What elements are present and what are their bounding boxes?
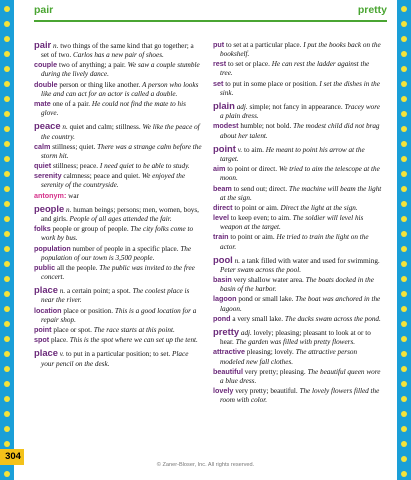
strip-dot bbox=[401, 216, 407, 222]
example-sentence: A person who looks like and can act for an actor is called a double. bbox=[41, 80, 199, 98]
definition: one of a pair. bbox=[50, 99, 92, 108]
strip-dot bbox=[4, 321, 10, 327]
antonym-word: war bbox=[66, 191, 79, 200]
headword: pretty bbox=[213, 326, 240, 338]
strip-dot bbox=[401, 336, 407, 342]
sense-line bbox=[34, 285, 202, 305]
strip-dot bbox=[401, 276, 407, 282]
strip-dot bbox=[401, 96, 407, 102]
definition: number of people in a specific place. bbox=[70, 244, 181, 253]
sense-line bbox=[34, 348, 202, 368]
example-sentence: He tried to train the light on the actor. bbox=[220, 233, 369, 251]
sense-line bbox=[34, 244, 202, 263]
strip-dot bbox=[401, 381, 407, 387]
entry-pool bbox=[213, 255, 383, 324]
synonym-word: quiet bbox=[34, 161, 52, 171]
dictionary-column-right bbox=[213, 40, 383, 409]
example-sentence: Direct the light at the sign. bbox=[280, 203, 358, 212]
synonym-word: point bbox=[34, 324, 52, 334]
sense-line bbox=[213, 255, 383, 275]
right-margin-strip bbox=[397, 0, 411, 480]
example-sentence: This is the spot where we can set up the tent. bbox=[69, 336, 198, 345]
synonym-word: set bbox=[213, 78, 224, 88]
strip-dot bbox=[4, 186, 10, 192]
definition: simple; not fancy in appearance. bbox=[247, 103, 345, 112]
headword: point bbox=[213, 142, 236, 154]
example-sentence: We tried to aim the telescope at the moon. bbox=[220, 165, 380, 183]
synonym-word: public bbox=[34, 262, 56, 272]
definition: a certain point; a spot. bbox=[65, 287, 133, 296]
definition: to point or aim. bbox=[228, 233, 277, 242]
strip-dot bbox=[4, 291, 10, 297]
strip-dot bbox=[4, 66, 10, 72]
strip-dot bbox=[401, 411, 407, 417]
sense-line bbox=[213, 121, 383, 140]
entry-pretty bbox=[213, 327, 383, 405]
strip-dot bbox=[4, 411, 10, 417]
sense-line bbox=[34, 99, 202, 118]
sense-line bbox=[34, 171, 202, 190]
strip-dot bbox=[4, 231, 10, 237]
strip-dot bbox=[401, 81, 407, 87]
example-sentence: People of all ages attended the fair. bbox=[69, 215, 172, 224]
strip-dot bbox=[4, 261, 10, 267]
sense-line bbox=[34, 142, 202, 161]
synonym-word: basin bbox=[213, 275, 232, 285]
definition: human beings; persons; men, women, boys, and girls. bbox=[41, 205, 199, 224]
sense-line bbox=[213, 275, 383, 294]
sense-line bbox=[34, 121, 202, 141]
entry-pair bbox=[34, 40, 202, 118]
strip-dot bbox=[401, 111, 407, 117]
strip-dot bbox=[401, 126, 407, 132]
example-sentence: I set the dishes in the sink. bbox=[220, 79, 380, 97]
definition: a very small lake. bbox=[230, 314, 285, 323]
example-sentence: The public was invited to the free concert. bbox=[41, 263, 195, 281]
strip-dot bbox=[401, 261, 407, 267]
antonym-line bbox=[34, 191, 202, 201]
strip-dot bbox=[4, 276, 10, 282]
sense-line bbox=[213, 144, 383, 164]
entry-continued bbox=[213, 40, 383, 98]
guide-word-left: pair bbox=[34, 4, 54, 16]
sense-line bbox=[34, 204, 202, 224]
example-sentence: The boat was anchored in the lagoon. bbox=[220, 295, 381, 313]
definition: very pretty; beautiful. bbox=[233, 387, 300, 396]
strip-dot bbox=[401, 6, 407, 12]
example-sentence: Tracey wore a plain dress. bbox=[220, 103, 380, 121]
sense-line bbox=[34, 161, 202, 171]
synonym-word: put bbox=[213, 40, 225, 49]
sense-line bbox=[213, 232, 383, 251]
sense-line bbox=[213, 294, 383, 313]
synonym-word: aim bbox=[213, 164, 226, 174]
headword: pair bbox=[34, 39, 52, 50]
strip-dot bbox=[4, 381, 10, 387]
definition: very shallow water area. bbox=[231, 276, 306, 285]
strip-dot bbox=[401, 321, 407, 327]
dictionary-column-left bbox=[34, 40, 202, 372]
strip-dot bbox=[401, 246, 407, 252]
sense-line bbox=[34, 263, 202, 282]
strip-dot bbox=[4, 336, 10, 342]
example-sentence: We enjoyed the serenity of the countryside. bbox=[41, 172, 186, 190]
example-sentence: He could not find the mate to his glove. bbox=[41, 99, 186, 118]
example-sentence: The modest child did not brag about her talent. bbox=[220, 122, 380, 140]
synonym-word: lagoon bbox=[213, 294, 237, 304]
definition: two things of the same kind that go together; a set of two. bbox=[41, 42, 194, 60]
entry-peace bbox=[34, 121, 202, 200]
strip-dot bbox=[401, 291, 407, 297]
example-sentence: I need quiet to be able to study. bbox=[99, 162, 190, 171]
strip-dot bbox=[4, 396, 10, 402]
strip-dot bbox=[4, 366, 10, 372]
sense-line bbox=[34, 335, 202, 345]
sense-line bbox=[213, 59, 383, 78]
definition: to set or place. bbox=[226, 60, 272, 69]
definition: stillness; peace. bbox=[51, 162, 100, 171]
synonym-word: beautiful bbox=[213, 366, 243, 376]
example-sentence: The beautiful queen wore a blue dress. bbox=[220, 367, 381, 385]
definition: lovely; pleasing; pleasant to look at or to hear. bbox=[220, 329, 371, 347]
example-sentence: I put the books back on the bookshelf. bbox=[220, 41, 381, 59]
synonym-word: couple bbox=[34, 60, 58, 70]
synonym-word: spot bbox=[34, 335, 50, 345]
strip-dot bbox=[401, 36, 407, 42]
entry-plain bbox=[213, 101, 383, 141]
definition: calmness; peace and quiet. bbox=[61, 172, 142, 181]
synonym-word: train bbox=[213, 232, 229, 242]
definition: people or group of people. bbox=[50, 225, 131, 234]
sense-line bbox=[34, 325, 202, 335]
strip-dot bbox=[4, 171, 10, 177]
headword: place bbox=[34, 347, 58, 359]
definition: to keep even; to aim. bbox=[229, 214, 293, 223]
definition: very pretty; pleasing. bbox=[242, 367, 308, 376]
example-sentence: The population of our town is 3,500 people. bbox=[41, 244, 192, 262]
definition: pond or small lake. bbox=[236, 295, 296, 304]
sense-line bbox=[213, 367, 383, 386]
strip-dot bbox=[401, 156, 407, 162]
strip-dot bbox=[401, 201, 407, 207]
strip-dot bbox=[401, 396, 407, 402]
definition: to put in a particular position; to set. bbox=[64, 350, 173, 359]
definition: all the people. bbox=[55, 263, 100, 272]
synonym-word: calm bbox=[34, 141, 51, 151]
strip-dot bbox=[4, 471, 10, 477]
headword: people bbox=[34, 202, 65, 214]
part-of-speech: n. bbox=[53, 42, 59, 50]
example-sentence: The ducks swam across the pond. bbox=[284, 314, 381, 323]
strip-dot bbox=[4, 201, 10, 207]
part-of-speech: adj. bbox=[240, 329, 252, 338]
definition: person or thing like another. bbox=[57, 80, 142, 89]
headword: place bbox=[34, 284, 58, 296]
strip-dot bbox=[4, 156, 10, 162]
example-sentence: The boats docked in the basin of the harbor. bbox=[220, 276, 374, 294]
strip-dot bbox=[4, 36, 10, 42]
strip-dot bbox=[401, 66, 407, 72]
part-of-speech: n. bbox=[66, 205, 72, 214]
left-margin-strip bbox=[0, 0, 14, 480]
definition: to put in some place or position. bbox=[223, 79, 320, 88]
strip-dot bbox=[401, 306, 407, 312]
definition: stillness; quiet. bbox=[50, 142, 98, 151]
strip-dot bbox=[4, 216, 10, 222]
synonym-word: rest bbox=[213, 59, 227, 69]
strip-dot bbox=[401, 441, 407, 447]
example-sentence: The machine will beam the light at the sign. bbox=[220, 184, 382, 202]
example-sentence: He meant to point his arrow at the target. bbox=[220, 145, 365, 164]
definition: place or spot. bbox=[51, 325, 94, 334]
part-of-speech: v. bbox=[237, 145, 243, 154]
headword: plain bbox=[213, 100, 235, 112]
copyright-notice: © Zaner-Bloser, Inc. All rights reserved. bbox=[156, 462, 255, 468]
synonym-word: serenity bbox=[34, 171, 62, 181]
part-of-speech: adj. bbox=[236, 103, 248, 112]
sense-line bbox=[213, 347, 383, 366]
part-of-speech: v. bbox=[59, 350, 65, 359]
example-sentence: Place your pencil on the desk. bbox=[41, 350, 189, 368]
synonym-word: double bbox=[34, 79, 58, 89]
example-sentence: Carlos has a new pair of shoes. bbox=[72, 51, 164, 60]
sense-line bbox=[213, 101, 383, 121]
headword: peace bbox=[34, 120, 61, 132]
definition: humble; not bold. bbox=[238, 122, 294, 131]
part-of-speech: n. bbox=[62, 123, 68, 132]
strip-dot bbox=[401, 471, 407, 477]
strip-dot bbox=[4, 81, 10, 87]
definition: to set at a particular place. bbox=[224, 41, 304, 49]
part-of-speech: n. bbox=[59, 287, 66, 296]
strip-dot bbox=[401, 366, 407, 372]
definition: two of anything; a pair. bbox=[57, 61, 128, 70]
entry-place bbox=[34, 348, 202, 368]
example-sentence: Peter swam across the pool. bbox=[220, 266, 301, 274]
sense-line bbox=[213, 314, 383, 324]
synonym-word: beam bbox=[213, 183, 232, 193]
strip-dot bbox=[401, 186, 407, 192]
example-sentence: We like the peace of the country. bbox=[41, 123, 200, 141]
entry-point bbox=[213, 144, 383, 252]
synonym-word: modest bbox=[213, 121, 239, 131]
example-sentence: The coolest place is near the river. bbox=[41, 287, 190, 305]
strip-dot bbox=[4, 141, 10, 147]
definition: to point or aim. bbox=[232, 203, 281, 212]
strip-dot bbox=[4, 6, 10, 12]
synonym-word: direct bbox=[213, 202, 233, 212]
page-number: 304 bbox=[5, 451, 21, 462]
strip-dot bbox=[4, 96, 10, 102]
definition: place. bbox=[49, 336, 70, 345]
sense-line bbox=[34, 306, 202, 325]
sense-line bbox=[213, 79, 383, 98]
sense-line bbox=[213, 213, 383, 232]
sense-line bbox=[213, 164, 383, 183]
guide-word-right: pretty bbox=[357, 4, 387, 16]
example-sentence: The city folks come to work by bus. bbox=[41, 225, 194, 243]
definition: place or position. bbox=[61, 306, 115, 315]
example-sentence: This is a good location for a repair shop. bbox=[41, 306, 197, 324]
example-sentence: The race starts at this point. bbox=[93, 325, 175, 334]
example-sentence: The lovely flowers filled the room with color. bbox=[220, 387, 380, 405]
synonym-word: population bbox=[34, 243, 71, 253]
strip-dot bbox=[401, 141, 407, 147]
definition: quiet and calm; stillness. bbox=[67, 123, 143, 132]
sense-line bbox=[34, 224, 202, 243]
strip-dot bbox=[4, 51, 10, 57]
sense-line bbox=[213, 203, 383, 213]
strip-dot bbox=[401, 426, 407, 432]
entry-people bbox=[34, 204, 202, 282]
entry-place bbox=[34, 285, 202, 345]
synonym-word: level bbox=[213, 213, 229, 223]
strip-dot bbox=[401, 21, 407, 27]
sense-line bbox=[213, 184, 383, 203]
synonym-word: mate bbox=[34, 98, 51, 108]
strip-dot bbox=[401, 351, 407, 357]
strip-dot bbox=[401, 231, 407, 237]
synonym-word: attractive bbox=[213, 347, 245, 357]
strip-dot bbox=[4, 351, 10, 357]
example-sentence: He can rest the ladder against the tree. bbox=[220, 60, 370, 78]
strip-dot bbox=[4, 111, 10, 117]
synonym-word: lovely bbox=[213, 386, 234, 396]
definition: pleasing; lovely. bbox=[244, 348, 296, 357]
sense-line bbox=[213, 327, 383, 347]
example-sentence: We saw a couple stumble during the lively dance. bbox=[41, 61, 200, 79]
strip-dot bbox=[4, 246, 10, 252]
antonym-label: antonym: bbox=[34, 190, 67, 200]
strip-dot bbox=[4, 126, 10, 132]
guide-word-header bbox=[34, 2, 387, 24]
example-sentence: There was a strange calm before the storm hit. bbox=[41, 142, 202, 160]
example-sentence: The attractive person modeled new fall clothes. bbox=[220, 348, 358, 366]
guide-divider bbox=[34, 20, 387, 22]
definition: to send out; direct. bbox=[231, 184, 289, 193]
definition: to aim. bbox=[242, 145, 266, 154]
strip-dot bbox=[4, 306, 10, 312]
definition: a tank filled with water and used for swimming. bbox=[239, 256, 380, 265]
headword: pool bbox=[213, 253, 233, 265]
example-sentence: The soldier will level his weapon at the target. bbox=[220, 214, 364, 232]
sense-line bbox=[213, 386, 383, 405]
sense-line bbox=[34, 80, 202, 99]
synonym-word: location bbox=[34, 305, 62, 315]
part-of-speech: n. bbox=[234, 256, 240, 265]
sense-line bbox=[213, 40, 383, 59]
example-sentence: The garden was filled with pretty flowers. bbox=[235, 338, 356, 347]
synonym-word: pond bbox=[213, 313, 231, 323]
sense-line bbox=[34, 60, 202, 79]
definition: to point or direct. bbox=[225, 165, 279, 174]
synonym-word: folks bbox=[34, 224, 51, 234]
strip-dot bbox=[401, 51, 407, 57]
strip-dot bbox=[4, 426, 10, 432]
strip-dot bbox=[401, 171, 407, 177]
strip-dot bbox=[4, 21, 10, 27]
sense-line bbox=[34, 40, 202, 60]
strip-dot bbox=[4, 441, 10, 447]
